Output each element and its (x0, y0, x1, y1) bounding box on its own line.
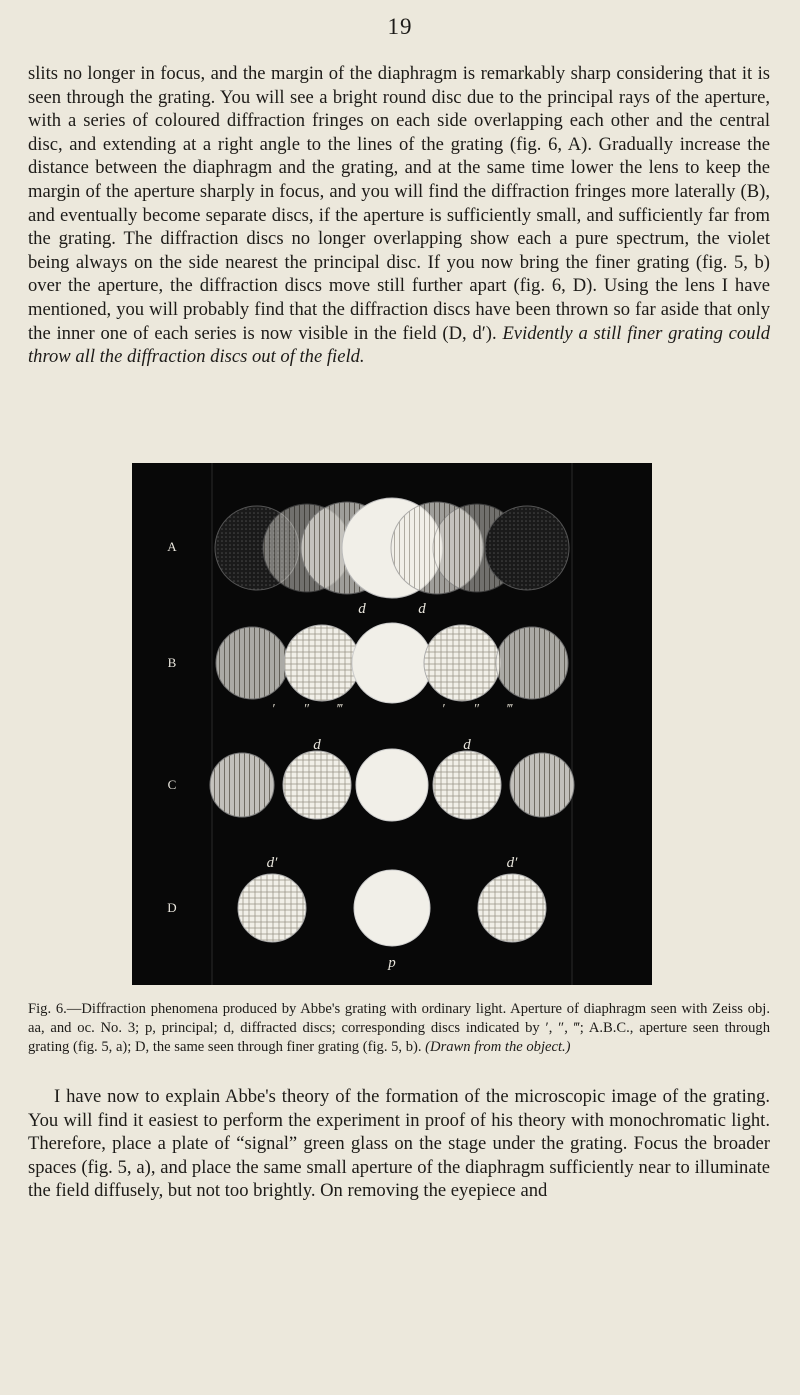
central-disc (356, 749, 428, 821)
paragraph-emphasis: Evidently a still finer grating could throw all the diffraction discs out of the field. (28, 322, 770, 368)
tick-mark: ″ (474, 702, 480, 717)
diffracted-disc (210, 753, 274, 817)
paragraph-text: slits no longer in focus, and the margin of the diaphragm is remarkably sharp considering that it is seen through the grating. You will see a bright round disc due to the principal rays of the aperture, with a series of coloured diffraction fringes on each side overlapping each other and the central disc, and extending at a right angle to the lines of the grating (fig. 6, A). Gradually increase the distance between the diaphragm and the grating, and at the same time lower the lens to keep the margin of the aperture sharply in focus, and you will find the diffraction fringes more laterally (B), and eventually become separate discs, if the aperture is sufficiently small, and sufficiently far from the grating. The diffraction discs no longer overlapping show each a pure spectrum, the violet being always on the side nearest the principal disc. If you now bring the finer grating (fig. 5, b) over the aperture, the diffraction discs move still further apart (fig. 6, D). Using the lens I have mentioned, you will probably find that the diffraction discs have been thrown so far aside that only the inner one of each series is now visible in the field (D, d′). (28, 63, 770, 344)
disc-label-d-prime-right: d′ (506, 855, 518, 871)
fringe-disc (485, 506, 569, 590)
disc-label-d-left-c: d (313, 737, 321, 753)
disc-label-d-left: d (358, 601, 366, 617)
disc-label-d-right: d (418, 601, 426, 617)
row-d-discs (238, 870, 546, 946)
row-b-discs (216, 623, 568, 703)
diffracted-disc (283, 751, 351, 819)
disc-label-p: p (388, 955, 396, 971)
tick-mark: ‴ (337, 702, 343, 717)
diffracted-disc (238, 874, 306, 942)
body-paragraph-1 (28, 62, 770, 369)
disc-label-d-prime-left: d′ (266, 855, 278, 871)
diffraction-drawing (132, 463, 652, 985)
row-label-c: C (167, 777, 177, 792)
disc-label-d-right-c: d (463, 737, 471, 753)
page-number: 19 (387, 14, 413, 39)
row-label-a: A (167, 539, 177, 554)
row-c-discs (210, 749, 574, 821)
caption-credit: (Drawn from the object.) (425, 1039, 571, 1055)
central-disc (352, 623, 432, 703)
row-label-d: D (167, 900, 177, 915)
diffracted-disc (424, 625, 500, 701)
tick-mark: ‴ (507, 702, 513, 717)
tick-mark: ″ (304, 702, 310, 717)
tick-mark: ′ (442, 702, 446, 717)
figure-6-diffraction-illustration (132, 463, 652, 985)
diffracted-disc (216, 627, 288, 699)
tick-mark: ′ (272, 702, 276, 717)
diffracted-disc (510, 753, 574, 817)
diffracted-disc (478, 874, 546, 942)
body-paragraph-2: I have now to explain Abbe's theory of the formation of the microscopic image of the grating. You will find it easiest to perform the experiment in proof of his theory with monochromatic light. Therefore, place a plate of “signal” green glass on the stage under the grating. Focus the broader spaces (fig. 5, a), and place the same small aperture of the diaphragm sufficiently near to illuminate the field diffusely, but not too brightly. On removing the eyepiece and (28, 1086, 770, 1202)
caption-text: Fig. 6.—Diffraction phenomena produced by Abbe's grating with ordinary light. Aperture of diaphragm seen with Zeiss obj. aa, and oc. No. 3; p, principal; d, diffracted discs; corresponding discs indicated by ′, ″, ‴; A.B.C., aperture seen through grating (fig. 5, a); D, the same seen through finer grating (fig. 5, b). (28, 1001, 770, 1055)
row-label-group (167, 539, 177, 915)
row-a-discs (215, 498, 569, 598)
diffracted-disc (284, 625, 360, 701)
diffracted-disc (496, 627, 568, 699)
diffracted-disc (433, 751, 501, 819)
principal-disc (354, 870, 430, 946)
tick-mark-group (272, 702, 513, 717)
figure-caption (28, 1000, 770, 1057)
row-label-b: B (167, 655, 177, 670)
